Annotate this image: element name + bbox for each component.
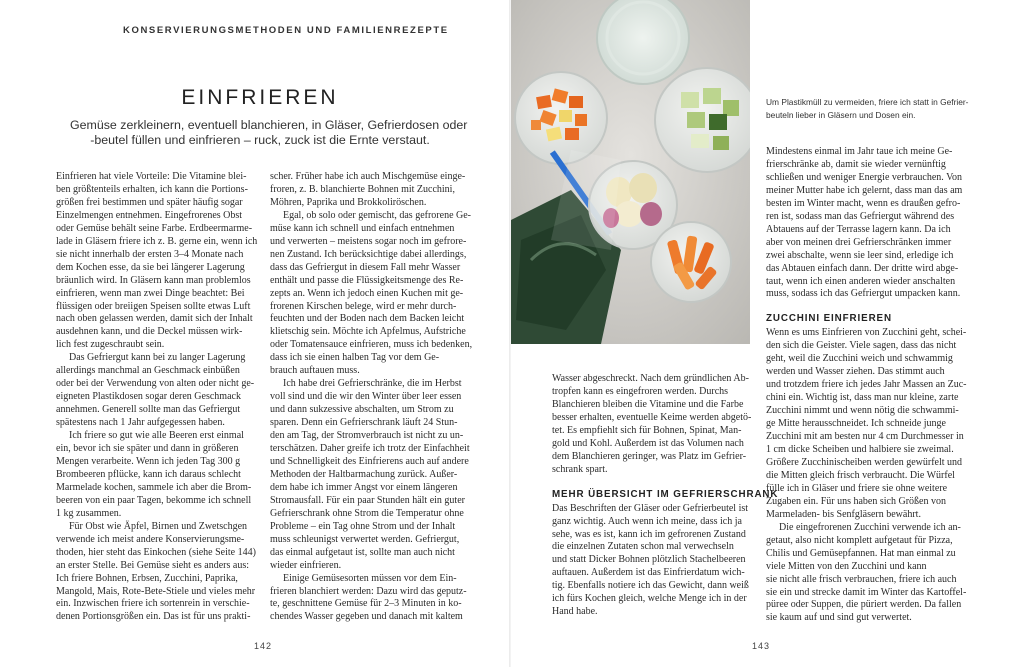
text-line: und dann sukzessive abschalten, um Strom zu bbox=[270, 404, 454, 416]
text-line: thoden, hier steht das Einkochen (siehe Seite 144) bbox=[56, 546, 256, 558]
text-line: viele Mitten von den Zucchini und kann bbox=[766, 560, 927, 572]
text-line: Mengen verarbeite. Wenn ich jeden Tag 300 g bbox=[56, 455, 241, 467]
text-line: Ich friere Bohnen, Erbsen, Zucchini, Paprika, bbox=[56, 572, 238, 584]
text-line: oder Gemüse behält seine Farbe. Erdbeermarme- bbox=[56, 222, 253, 234]
text-line: Zucchini mit am besten nur 4 cm Durchmesser in bbox=[766, 431, 964, 443]
text-line: ein. Inzwischen friere ich sortenrein in verschie- bbox=[56, 598, 250, 610]
text-line: froren, z. B. blanchierte Bohnen mit Zucchini, bbox=[270, 183, 455, 195]
text-line: frorenen Kirschen belege, wird er mehr durch- bbox=[270, 300, 457, 312]
text-line: auftauen. Außerdem ist das Einfrierdatum wich- bbox=[552, 567, 745, 579]
text-line: Brombeeren pflücke, kann ich daraus schlecht bbox=[56, 468, 241, 480]
text-line: flüssigen oder breiigen Speisen sollte etwas Luft bbox=[56, 300, 251, 312]
text-line: gold und Kohl. Außerdem ist das Volumen nach bbox=[552, 437, 744, 449]
text-line: brauch auftauen muss. bbox=[270, 365, 360, 377]
chapter-subtitle bbox=[70, 118, 468, 147]
text-line: zepts an. Wenn ich jedoch einen Kuchen mit ge- bbox=[270, 287, 464, 299]
text-line: annehmen. Generell sollte man das Gefriergut bbox=[56, 404, 241, 416]
text-line: taut, wenn ich einen anderen wieder anschalten bbox=[766, 275, 956, 287]
text-line: nen Zustand. Ich berücksichtige dabei allerdings, bbox=[270, 248, 467, 260]
text-line: Das Beschriften der Gläser oder Gefrierbeutel ist bbox=[552, 502, 749, 514]
text-line: werden und Wasser ziehen. Das stimmt auch bbox=[766, 366, 945, 378]
text-line: allerdings manchmal an Geschmack einbüßen bbox=[56, 365, 240, 377]
text-line: und trotzdem friere ich jedes Jahr Massen an Zuc- bbox=[766, 379, 967, 391]
subtitle-line: Gemüse zerkleinern, eventuell blanchieren, in Gläser, Gefrierdosen oder bbox=[70, 118, 468, 132]
text-line: chendes Wasser gegeben und danach mit kaltem bbox=[270, 611, 463, 623]
photo-illustration bbox=[511, 0, 750, 344]
text-line: Ich habe drei Gefrierschränke, die im Herbst bbox=[283, 378, 462, 390]
text-line: Die eingefrorenen Zucchini verwende ich an- bbox=[779, 521, 961, 533]
text-line: tig. Ebenfalls notiere ich das Gewicht, dann weiß bbox=[552, 580, 749, 592]
text-line: schrank spart. bbox=[552, 463, 608, 475]
text-line: klietschig sein. Möchte ich Apfelmus, Aufstriche bbox=[270, 326, 466, 338]
text-line: sie ein und strecke damit im Winter das Kartoffel- bbox=[766, 586, 967, 598]
section-heading-zucchini: ZUCCHINI EINFRIEREN bbox=[766, 313, 892, 325]
text-line: getaut, also nicht komplett aufgetaut für Pizza, bbox=[766, 534, 953, 546]
text-line: 1 kg zusammen. bbox=[56, 507, 122, 519]
text-line: größen frei bestimmen und später häufig sogar bbox=[56, 196, 243, 208]
text-line: sehe, was es ist, kann ich im gefrorenen Zustand bbox=[552, 528, 746, 540]
text-line: ein, bevor ich sie später und dann in größeren bbox=[56, 443, 239, 455]
text-line: chini ein. Wichtig ist, dass man nur kleine, zarte bbox=[766, 392, 959, 404]
text-line: ganz wichtig. Auch wenn ich meine, dass ich ja bbox=[552, 515, 742, 527]
page-number-left: 142 bbox=[254, 641, 273, 651]
text-line: frierschränke ab, damit sie wieder vernünftig bbox=[766, 158, 946, 170]
text-line: ge Mitte herausschneidet. Ich schneide junge bbox=[766, 418, 946, 430]
text-line: den am Tag, der Stromverbrauch ist nicht zu un- bbox=[270, 430, 464, 442]
text-line: sie nicht alle frisch verbrauchen, friere ich auch bbox=[766, 573, 957, 585]
text-line: muss schleunigst verwertet werden. Gefriergut, bbox=[270, 533, 460, 545]
text-line: Das Gefriergut kann bei zu langer Lagerung bbox=[69, 352, 246, 364]
text-line: scher. Früher habe ich auch Mischgemüse einge- bbox=[270, 171, 466, 182]
text-line: Einzelmengen entnehmen. Eingefrorenes Obst bbox=[56, 209, 243, 221]
text-line: und verwerten – meistens sogar noch im gefrore- bbox=[270, 235, 467, 247]
text-line: nach oben gelassen werden, damit sich der Inhalt bbox=[56, 313, 253, 325]
text-line: lich fest zugeschraubt sein. bbox=[56, 339, 165, 351]
frozen-vegetables-photo bbox=[511, 0, 750, 344]
text-line: Mangold, Mais, Rote-Bete-Stiele und vieles mehr bbox=[56, 585, 256, 597]
text-line: Gefrierschrank ohne Strom die Temperatur ohne bbox=[270, 507, 464, 519]
text-line: verwende ich meist andere Konservierungsme- bbox=[56, 533, 245, 545]
column-3-paragraph bbox=[552, 373, 750, 477]
text-line: Abtauens auf der Terrasse lagern kann. Da ich bbox=[766, 223, 951, 235]
text-line: eigneten Plastikdosen sogar deren Geschmack bbox=[56, 391, 241, 403]
chapter-title: EINFRIEREN bbox=[181, 86, 339, 109]
text-line: Wenn es ums Einfrieren von Zucchini geht, schei- bbox=[766, 327, 967, 339]
text-line: einfrieren, wenn man zwei Dinge beachtet: Bei bbox=[56, 287, 245, 299]
text-line: dass das Gefriergut in diesem Fall mehr Wasser bbox=[270, 261, 461, 273]
text-line: fülle ich in Gläser und friere sie ohne weitere bbox=[766, 482, 948, 494]
text-column-1 bbox=[56, 171, 256, 624]
text-line: Mindestens einmal im Jahr taue ich meine Ge- bbox=[766, 146, 953, 157]
text-line: voll sind und die wir den Winter über leer essen bbox=[270, 391, 462, 403]
text-line: sparen. Denn ein Gefrierschrank läuft 24 Stun- bbox=[270, 417, 458, 429]
text-line: dem Blanchieren geringer, was Platz im Gefrier- bbox=[552, 450, 747, 462]
text-line: denen Portionsgrößen ein. Das ist für uns prakti- bbox=[56, 611, 251, 623]
text-line: tet. Es empfiehlt sich für Bohnen, Spinat, Man- bbox=[552, 424, 742, 436]
text-line: oder bei der Verwendung von alten oder nicht ge- bbox=[56, 378, 255, 390]
text-line: feuchten und der Boden nach dem Backen leicht bbox=[270, 313, 465, 325]
text-line: schließen und weniger Energie verbrauchen. Von bbox=[766, 171, 963, 183]
text-line: besser erhalten, eventuelle Keime werden abgetö- bbox=[552, 411, 752, 423]
text-line: Egal, ob solo oder gemischt, das gefrorene Ge- bbox=[283, 209, 471, 221]
text-line: meiner Mutter habe ich gelernt, dass man das am bbox=[766, 184, 963, 196]
text-line: Größere Zucchinischeiben werden gewürfelt und bbox=[766, 456, 963, 468]
text-line: oder Tomatensauce einfrieren, muss ich bedenken, bbox=[270, 339, 473, 351]
text-line: Zugaben ein. Für uns haben sich Größen von bbox=[766, 495, 946, 507]
caption-line: Um Plastikmüll zu vermeiden, friere ich statt in Gefrier- bbox=[766, 97, 969, 107]
text-line: frieren blanchiert werden: Dazu wird das geputz- bbox=[270, 585, 467, 597]
text-line: die einzelnen Zutaten schon mal verwechseln bbox=[552, 541, 734, 553]
text-line: tropfen kann es eingefroren werden. Durchs bbox=[552, 385, 729, 397]
running-head: KONSERVIERUNGSMETHODEN UND FAMILIENREZEPTE bbox=[123, 25, 449, 36]
text-column-3 bbox=[552, 373, 779, 619]
text-line: Chilis und Gemüsepfannen. Hat man einmal zu bbox=[766, 547, 956, 559]
text-line: Zucchini nimmt und wenn nötig die schwammi- bbox=[766, 405, 959, 417]
text-line: Blanchieren bleiben die Vitamine und die Farbe bbox=[552, 398, 744, 410]
text-line: püree oder Suppen, die püriert werden. Da fallen bbox=[766, 599, 962, 611]
text-line: bräunlich wird. In Gläsern kann man problemlos bbox=[56, 274, 251, 286]
text-line: terschätzen. Daher greife ich trotz der Einfachheit bbox=[270, 443, 470, 455]
text-line: Einige Gemüsesorten müssen vor dem Ein- bbox=[283, 572, 457, 584]
column-4-paragraph bbox=[766, 327, 966, 625]
text-line: ben größtenteils erhalten, ich kann die Portions- bbox=[56, 183, 248, 195]
text-line: Wasser abgeschreckt. Nach dem gründlichen Ab- bbox=[552, 373, 749, 384]
text-line: Ich friere so gut wie alle Beeren erst einmal bbox=[69, 430, 244, 442]
text-line: sie kaum auf und sind gut verwertet. bbox=[766, 612, 912, 624]
text-line: Hand habe. bbox=[552, 606, 598, 618]
text-line: an erster Stelle. Bei Gemüse sieht es anders aus: bbox=[56, 559, 249, 571]
text-line: und statt Dicker Bohnen plötzlich Stachelbeeren bbox=[552, 554, 746, 566]
text-line: aber von meinen drei Gefrierschränken immer bbox=[766, 236, 952, 248]
text-line: geht, weil die Zucchini weich und schwammig bbox=[766, 353, 953, 365]
text-line: die Mitten gleich frisch verbraucht. Die Würfel bbox=[766, 469, 955, 481]
caption-line: beuteln lieber in Gläsern und Dosen ein. bbox=[766, 110, 916, 120]
text-line: Marmelade kochen, sammele ich aber die Brom- bbox=[56, 481, 252, 493]
text-line: wieder einfrieren. bbox=[270, 559, 342, 571]
text-line: Marmeladen- bis Senfgläsern bewährt. bbox=[766, 508, 921, 520]
text-line: ausdehnen kann, und die Deckel müssen wirk- bbox=[56, 326, 243, 338]
text-line: Methoden der Haltbarmachung zurück. Außer- bbox=[270, 468, 458, 480]
text-line: dass ich sie einen halben Tag vor dem Ge- bbox=[270, 352, 440, 364]
text-line: spätestens nach 1 Jahr aufgegessen haben. bbox=[56, 417, 225, 429]
text-line: Möhren, Paprika und Brokkoliröschen. bbox=[270, 196, 427, 208]
text-line: und Schnelligkeit des Einfrierens auch auf andere bbox=[270, 455, 469, 467]
page-number-right: 143 bbox=[752, 641, 771, 651]
text-column-2 bbox=[270, 171, 473, 624]
text-line: müse kann ich schnell und einfach entnehmen bbox=[270, 222, 455, 234]
text-line: 1 cm dicke Scheiben und halbiere sie zweimal. bbox=[766, 444, 954, 456]
text-line: Einfrieren hat viele Vorteile: Die Vitamine blei- bbox=[56, 171, 247, 182]
text-line: enthält und passe die Flüssigkeitsmenge des Re- bbox=[270, 274, 464, 286]
section-heading-overview: MEHR ÜBERSICHT IM GEFRIERSCHRANK bbox=[552, 488, 779, 500]
text-line: ich fürs Kochen gleich, welche Menge ich in der bbox=[552, 593, 747, 605]
text-line: lade in Gläsern friere ich z. B. gerne ein, wenn ich bbox=[56, 235, 258, 247]
text-line: ren ist, sodass man das Gefriergut während des bbox=[766, 210, 955, 222]
text-line: Für Obst wie Äpfel, Birnen und Zwetschgen bbox=[69, 520, 248, 532]
text-line: Probleme – ein Tag ohne Strom und der Inhalt bbox=[270, 520, 456, 532]
text-line: das Abtauen einfach dann. Der dritte wird abge- bbox=[766, 262, 959, 274]
text-line: dem habe ich immer Angst vor einem längeren bbox=[270, 481, 458, 493]
column-3-paragraph bbox=[552, 503, 750, 620]
text-line: besten im Winter macht, wenn es draußen gefro- bbox=[766, 197, 961, 209]
text-line: beeren von ein paar Tagen, bekomme ich schnell bbox=[56, 494, 252, 506]
text-line: dem Kochen esse, da sie bei längerer Lagerung bbox=[56, 261, 245, 273]
text-column-4 bbox=[766, 146, 966, 625]
text-line: sie nicht innerhalb der ersten 3–4 Monate nach bbox=[56, 248, 244, 260]
text-line: Stromausfall. Für ein paar Stunden hält ein guter bbox=[270, 494, 465, 506]
text-line: muss, sodass ich das Gefriergut umpacken kann. bbox=[766, 288, 961, 300]
subtitle-line: -beutel füllen und einfrieren – ruck, zuck ist die Ernte verstaut. bbox=[90, 132, 430, 147]
column-4-paragraph bbox=[766, 146, 966, 301]
text-line: te, geschnittene Gemüse für 2–3 Minuten in ko- bbox=[270, 598, 462, 610]
text-line: das einmal aufgetaut ist, sollte man auch nicht bbox=[270, 546, 455, 558]
text-line: zwei abschalte, wenn sie leer sind, erledige ich bbox=[766, 249, 954, 261]
photo-caption bbox=[766, 96, 976, 122]
text-line: den sich die Geister. Viele sagen, dass das nicht bbox=[766, 340, 957, 352]
